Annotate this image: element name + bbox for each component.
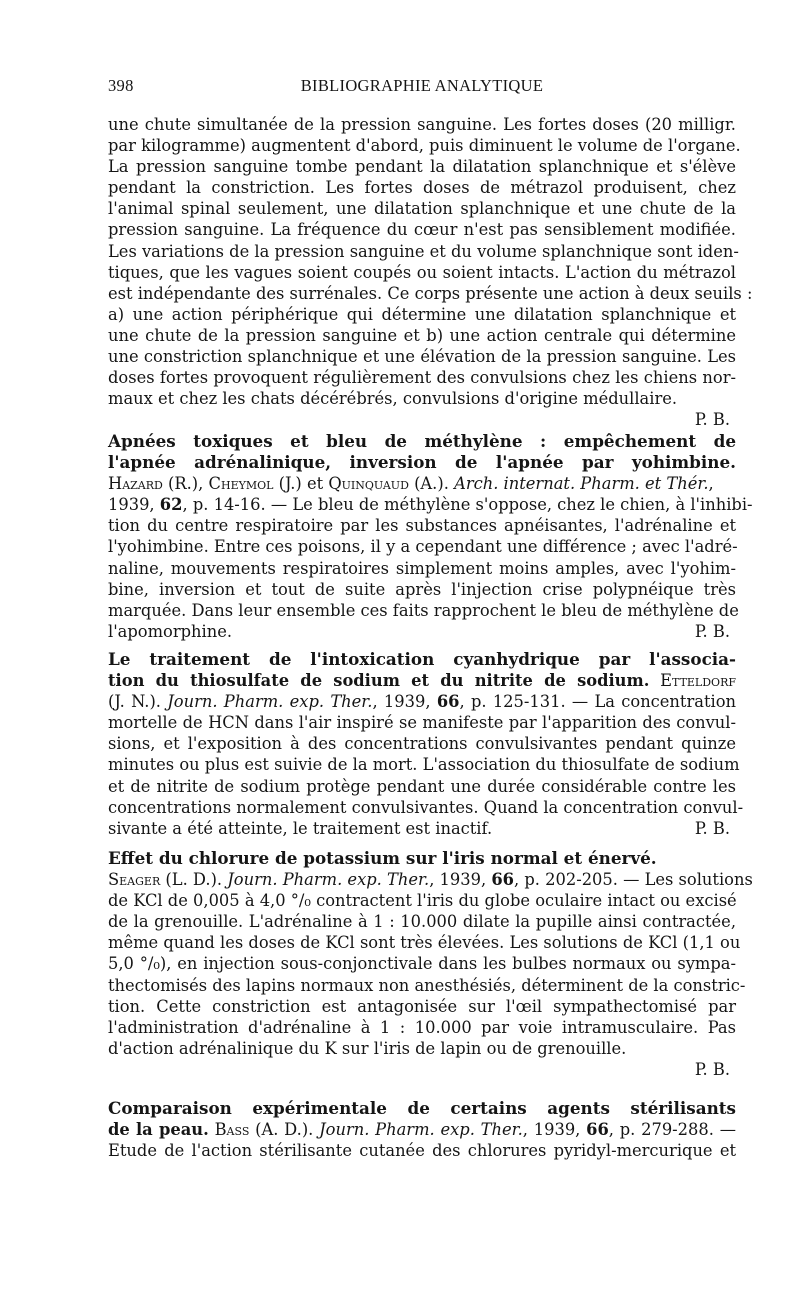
pages: , p. 202-205. — Les solutions [514, 870, 753, 890]
text-line: l'administration d'adrénaline à 1 : 10.000 par voie intramusculaire. Pas [108, 1017, 736, 1037]
author: Hazard [108, 474, 163, 494]
author-initials: (R.), [162, 474, 209, 494]
year: , 1939, [372, 692, 437, 712]
text-line: marquée. Dans leur ensemble ces faits rapprochent le bleu de méthylène de [108, 600, 739, 620]
signature: P. B. [694, 410, 730, 430]
text-line: doses fortes provoquent régulièrement des convulsions chez les chiens nor- [108, 368, 736, 388]
text-line: mortelle de HCN dans l'air inspiré se manifeste par l'apparition des convul- [108, 713, 736, 733]
author-initials: (A.). [408, 474, 455, 494]
running-title: BIBLIOGRAPHIE ANALYTIQUE [300, 76, 544, 95]
article-title: Apnées toxiques et bleu de méthylène : empêchement de [108, 431, 736, 451]
citation-line [108, 691, 736, 712]
pages: , p. 14-16. — Le bleu de méthylène s'oppose, chez le chien, à l'inhibi- [182, 495, 753, 515]
author-initials: (J. N.). [108, 692, 168, 712]
page-number: 398 [108, 76, 134, 95]
intro-paragraph [108, 114, 753, 430]
text-line: concentrations normalement convulsivantes. Quand la concentration convul- [108, 797, 744, 817]
text-line: sions, et l'exposition à des concentrations convulsivantes pendant quinze [108, 734, 736, 754]
article-title: Effet du chlorure de potassium sur l'iris normal et énervé. [108, 848, 657, 868]
article-title: l'apnée adrénalinique, inversion de l'apnée par yohimbine. [108, 452, 736, 473]
journal: Arch. internat. Pharm. et Thér. [454, 474, 709, 494]
citation-line [108, 473, 736, 494]
text-line: bine, inversion et tout de suite après l'injection crise polypnéique très [108, 579, 736, 599]
title-text: tion du thiosulfate de sodium et du nitrite de sodium. [108, 671, 650, 691]
signature: P. B. [694, 818, 730, 838]
text-line: même quand les doses de KCl sont très élevées. Les solutions de KCl (1,1 ou [108, 933, 741, 953]
text-line: l'animal spinal seulement, une dilatation splanchnique et une chute de la [108, 199, 736, 219]
signature: P. B. [694, 621, 730, 641]
author: Bass [214, 1120, 250, 1140]
text-line: et de nitrite de sodium protège pendant une durée considérable contre les [108, 776, 736, 796]
text-line: pression sanguine. La fréquence du cœur n'est pas sensiblement modifiée. [108, 220, 736, 240]
author: Etteldorf [660, 671, 736, 691]
year: , 1939, [522, 1120, 587, 1140]
author-initials: (A. D.). [249, 1120, 320, 1140]
citation-line [108, 869, 753, 890]
author-initials: (J.) et [273, 474, 329, 494]
text-line: une chute simultanée de la pression sanguine. Les fortes doses (20 milligr. [108, 115, 736, 134]
text-line: une chute de la pression sanguine et b) une action centrale qui détermine [108, 325, 736, 345]
text-line: Etude de l'action stérilisante cutanée des chlorures pyridyl-mercurique et [108, 1141, 736, 1161]
text-line: naline, mouvements respiratoires simplement moins amples, avec l'yohim- [108, 558, 736, 578]
pages: , p. 279-288. — [608, 1120, 736, 1140]
signature: P. B. [694, 1059, 730, 1079]
volume: 66 [491, 870, 514, 890]
text-line: tion du centre respiratoire par les substances apnéisantes, l'adrénaline et [108, 516, 736, 536]
text-line: d'action adrénalinique du K sur l'iris de lapin ou de grenouille. [108, 1038, 627, 1058]
volume: 62 [159, 495, 183, 515]
text-line [108, 621, 736, 642]
text-line: l'yohimbine. Entre ces poisons, il y a cependant une différence ; avec l'adré- [108, 537, 738, 557]
author: Quinquaud [328, 474, 409, 494]
text-line: est indépendante des surrénales. Ce corps présente une action à deux seuils : [108, 283, 753, 303]
text-line: pendant la constriction. Les fortes doses de métrazol produisent, chez [108, 178, 736, 198]
text-line: thectomisés des lapins normaux non anesthésiés, déterminent de la constric- [108, 975, 746, 995]
page-header [108, 76, 736, 102]
article-chlorure-potassium [108, 848, 753, 1080]
year: 1939, [108, 495, 160, 515]
text-line: a) une action périphérique qui détermine une dilatation splanchnique et [108, 304, 736, 324]
text-line [108, 818, 736, 839]
text-line: une constriction splanchnique et une élévation de la pression sanguine. Les [108, 347, 736, 367]
volume: 66 [436, 692, 460, 712]
volume: 66 [586, 1120, 609, 1140]
journal: Journ. Pharm. exp. Ther. [227, 870, 430, 890]
pages: , p. 125-131. — La concentration [459, 692, 736, 712]
article-apnees-toxiques [108, 431, 753, 642]
author: Cheymol [208, 474, 274, 494]
article-title [108, 670, 736, 691]
citation-line [108, 494, 753, 515]
text-line: 5,0 °/₀), en injection sous-conjonctivale dans les bulbes normaux ou sympa- [108, 954, 736, 974]
text-line: Les variations de la pression sanguine et du volume splanchnique sont iden- [108, 241, 739, 261]
article-agents-sterilisants [108, 1098, 736, 1161]
text-line: tion. Cette constriction est antagonisée sur l'œil sympathectomisé par [108, 996, 736, 1016]
punct: , [708, 474, 714, 494]
author-initials: (L. D.). [160, 870, 228, 890]
text-line: minutes ou plus est suivie de la mort. L'association du thiosulfate de sodium [108, 755, 740, 775]
text-line: tiques, que les vagues soient coupés ou soient intacts. L'action du métrazol [108, 262, 736, 282]
text-line: maux et chez les chats décérébrés, convulsions d'origine médullaire. [108, 389, 678, 409]
text-line: par kilogramme) augmentent d'abord, puis diminuent le volume de l'organe. [108, 136, 741, 156]
text-line: La pression sanguine tombe pendant la dilatation splanchnique et s'élève [108, 157, 736, 177]
text: l'apomorphine. [108, 621, 233, 641]
title-text: de la peau. [108, 1120, 209, 1140]
text-line: de KCl de 0,005 à 4,0 °/₀ contractent l'iris du globe oculaire intact ou excisé [108, 891, 737, 911]
text: sivante a été atteinte, le traitement est inactif. [108, 818, 493, 838]
journal: Journ. Pharm. exp. Ther. [319, 1120, 523, 1140]
author: Seager [108, 870, 161, 890]
citation-line [108, 1119, 736, 1140]
article-title: Comparaison expérimentale de certains agents stérilisants [108, 1098, 736, 1118]
article-title: Le traitement de l'intoxication cyanhydrique par l'associa- [108, 649, 736, 669]
year: , 1939, [429, 870, 492, 890]
journal: Journ. Pharm. exp. Ther. [167, 692, 373, 712]
article-intoxication-cyanhydrique [108, 649, 744, 839]
text-line: de la grenouille. L'adrénaline à 1 : 10.000 dilate la pupille ainsi contractée, [108, 912, 736, 932]
